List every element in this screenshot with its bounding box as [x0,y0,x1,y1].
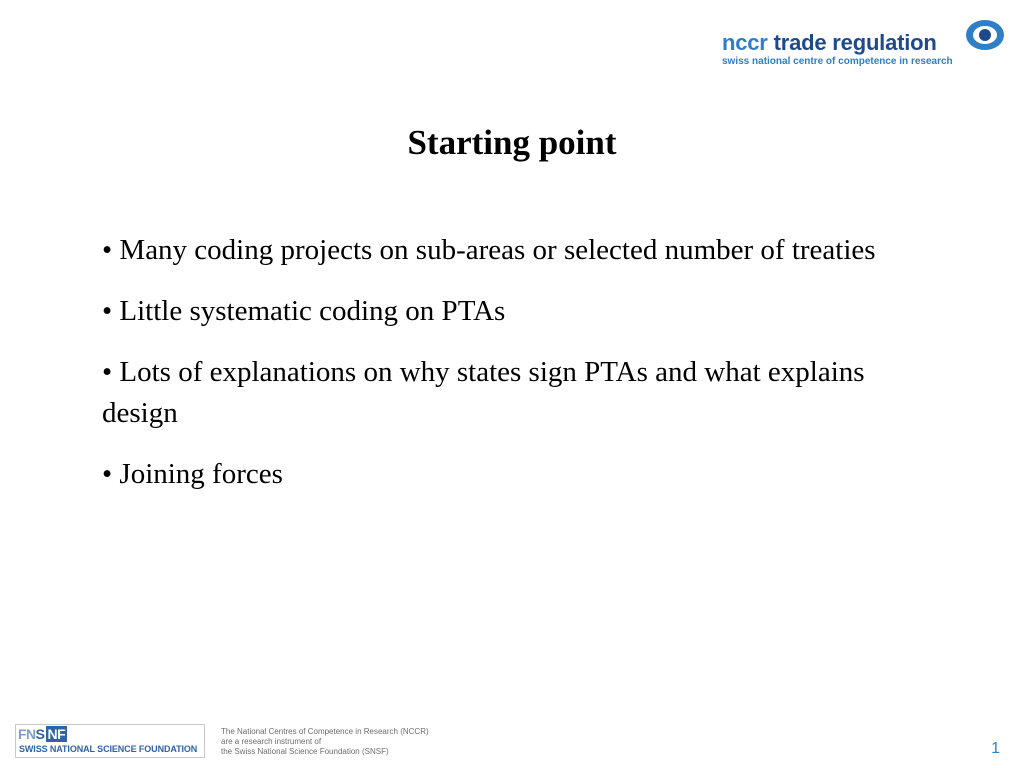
bullet-item: • Lots of explanations on why states sign PTAs and what explains design [102,356,865,429]
bullet-item: • Joining forces [102,458,283,490]
nccr-trade-regulation-logo [720,16,1010,72]
footer-note-line: The National Centres of Competence in Research (NCCR) [221,727,429,736]
page-number: 1 [991,740,1000,757]
slide-title: Starting point [407,123,617,162]
logo-wordmark-rest: trade regulation [773,30,937,55]
snsf-logo-nf: NF [47,726,66,742]
logo-tagline: swiss national centre of competence in research [722,56,953,67]
eye-icon [964,17,1006,53]
snsf-logo-name: SWISS NATIONAL SCIENCE FOUNDATION [19,744,198,754]
bullet-item: • Many coding projects on sub-areas or selected number of treaties [102,234,876,266]
bullet-list [102,230,922,515]
snsf-logo-fn: FN [18,726,36,742]
footer-note-line: the Swiss National Science Foundation (SNSF) [221,747,389,756]
snsf-logo-s: S [35,726,45,742]
logo-wordmark [722,30,937,56]
snsf-logo-mark [18,726,67,742]
footer-note [221,727,429,757]
footer-note-line: are a research instrument of [221,737,322,746]
snsf-logo [15,724,205,758]
logo-wordmark-prefix: nccr [722,30,768,55]
bullet-item: • Little systematic coding on PTAs [102,295,506,327]
